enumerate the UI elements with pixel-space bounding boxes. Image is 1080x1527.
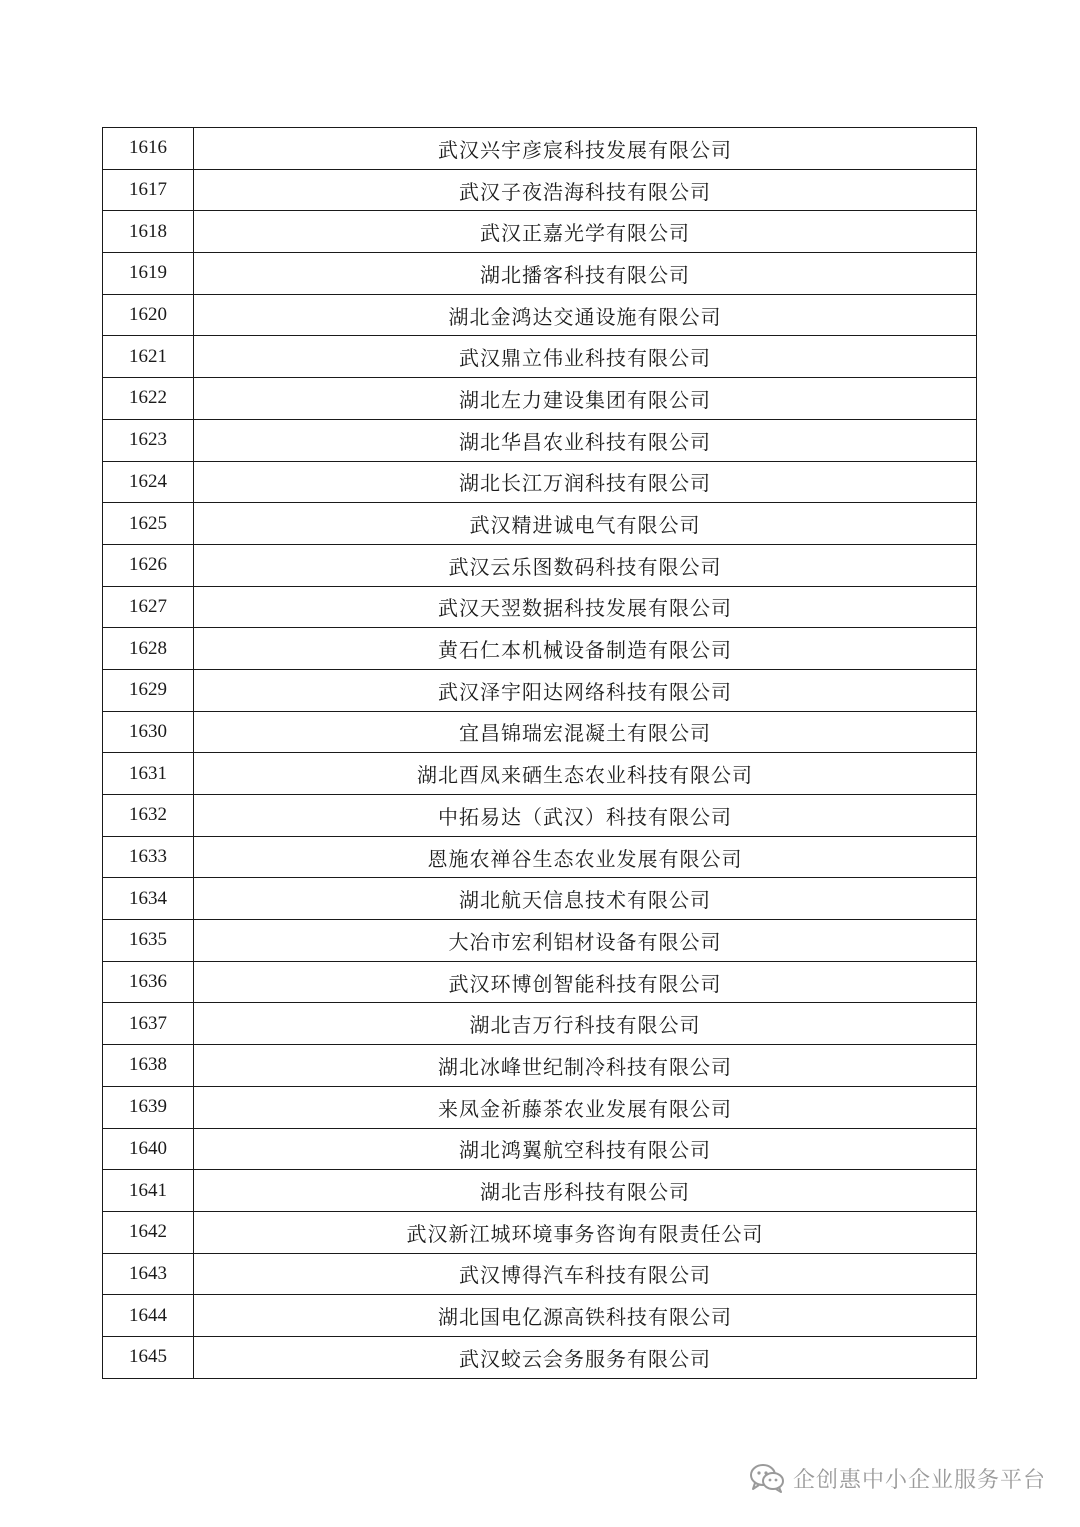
company-name: 武汉正嘉光学有限公司: [194, 211, 977, 253]
row-number: 1635: [103, 920, 194, 962]
company-name: 大冶市宏利铝材设备有限公司: [194, 920, 977, 962]
row-number: 1636: [103, 961, 194, 1003]
row-number: 1622: [103, 378, 194, 420]
row-number: 1620: [103, 294, 194, 336]
table-row: [103, 711, 977, 753]
company-name: 湖北华昌农业科技有限公司: [194, 419, 977, 461]
row-number: 1645: [103, 1336, 194, 1378]
table-row: [103, 1003, 977, 1045]
table-row: [103, 1128, 977, 1170]
table-row: [103, 961, 977, 1003]
company-name: 武汉新江城环境事务咨询有限责任公司: [194, 1211, 977, 1253]
company-name: 武汉兴宇彦宸科技发展有限公司: [194, 128, 977, 170]
row-number: 1640: [103, 1128, 194, 1170]
company-name: 武汉蛟云会务服务有限公司: [194, 1336, 977, 1378]
table-row: [103, 211, 977, 253]
company-name: 湖北吉万行科技有限公司: [194, 1003, 977, 1045]
company-name: 黄石仁本机械设备制造有限公司: [194, 628, 977, 670]
company-name: 武汉环博创智能科技有限公司: [194, 961, 977, 1003]
table-row: [103, 878, 977, 920]
row-number: 1616: [103, 128, 194, 170]
company-name: 中拓易达（武汉）科技有限公司: [194, 795, 977, 837]
wechat-icon: [749, 1463, 785, 1493]
company-name: 武汉天翌数据科技发展有限公司: [194, 586, 977, 628]
table-row: [103, 1045, 977, 1087]
table-row: [103, 1211, 977, 1253]
table-row: [103, 628, 977, 670]
row-number: 1632: [103, 795, 194, 837]
company-table: [102, 127, 977, 1379]
table-row: [103, 836, 977, 878]
company-name: 湖北吉彤科技有限公司: [194, 1170, 977, 1212]
company-name: 武汉子夜浩海科技有限公司: [194, 169, 977, 211]
company-name: 湖北鸿翼航空科技有限公司: [194, 1128, 977, 1170]
table-row: [103, 920, 977, 962]
row-number: 1641: [103, 1170, 194, 1212]
table-row: [103, 253, 977, 295]
row-number: 1644: [103, 1295, 194, 1337]
table-row: [103, 1086, 977, 1128]
company-name: 恩施农禅谷生态农业发展有限公司: [194, 836, 977, 878]
company-name: 湖北左力建设集团有限公司: [194, 378, 977, 420]
row-number: 1633: [103, 836, 194, 878]
company-name: 来凤金祈藤茶农业发展有限公司: [194, 1086, 977, 1128]
company-table-body: [103, 128, 977, 1379]
row-number: 1630: [103, 711, 194, 753]
table-row: [103, 419, 977, 461]
table-row: [103, 503, 977, 545]
company-name: 武汉博得汽车科技有限公司: [194, 1253, 977, 1295]
row-number: 1626: [103, 544, 194, 586]
row-number: 1639: [103, 1086, 194, 1128]
table-row: [103, 169, 977, 211]
row-number: 1634: [103, 878, 194, 920]
table-row: [103, 461, 977, 503]
table-row: [103, 1253, 977, 1295]
company-name: 湖北航天信息技术有限公司: [194, 878, 977, 920]
row-number: 1629: [103, 669, 194, 711]
watermark: [749, 1460, 1046, 1496]
row-number: 1618: [103, 211, 194, 253]
row-number: 1619: [103, 253, 194, 295]
table-row: [103, 1336, 977, 1378]
row-number: 1631: [103, 753, 194, 795]
table-row: [103, 753, 977, 795]
table-row: [103, 544, 977, 586]
company-name: 湖北国电亿源高铁科技有限公司: [194, 1295, 977, 1337]
company-name: 湖北冰峰世纪制冷科技有限公司: [194, 1045, 977, 1087]
row-number: 1642: [103, 1211, 194, 1253]
watermark-text: 企创惠中小企业服务平台: [792, 1467, 1046, 1493]
company-name: 湖北酉凤来硒生态农业科技有限公司: [194, 753, 977, 795]
row-number: 1617: [103, 169, 194, 211]
row-number: 1624: [103, 461, 194, 503]
table-row: [103, 795, 977, 837]
table-row: [103, 669, 977, 711]
row-number: 1643: [103, 1253, 194, 1295]
row-number: 1627: [103, 586, 194, 628]
company-name: 武汉泽宇阳达网络科技有限公司: [194, 669, 977, 711]
row-number: 1625: [103, 503, 194, 545]
row-number: 1628: [103, 628, 194, 670]
table-row: [103, 336, 977, 378]
row-number: 1637: [103, 1003, 194, 1045]
company-name: 湖北金鸿达交通设施有限公司: [194, 294, 977, 336]
table-row: [103, 128, 977, 170]
row-number: 1623: [103, 419, 194, 461]
row-number: 1621: [103, 336, 194, 378]
table-row: [103, 378, 977, 420]
company-name: 宜昌锦瑞宏混凝土有限公司: [194, 711, 977, 753]
table-row: [103, 1170, 977, 1212]
company-name: 武汉鼎立伟业科技有限公司: [194, 336, 977, 378]
company-name: 武汉精进诚电气有限公司: [194, 503, 977, 545]
company-name: 湖北长江万润科技有限公司: [194, 461, 977, 503]
table-row: [103, 1295, 977, 1337]
table-row: [103, 586, 977, 628]
company-name: 武汉云乐图数码科技有限公司: [194, 544, 977, 586]
row-number: 1638: [103, 1045, 194, 1087]
company-name: 湖北播客科技有限公司: [194, 253, 977, 295]
table-row: [103, 294, 977, 336]
